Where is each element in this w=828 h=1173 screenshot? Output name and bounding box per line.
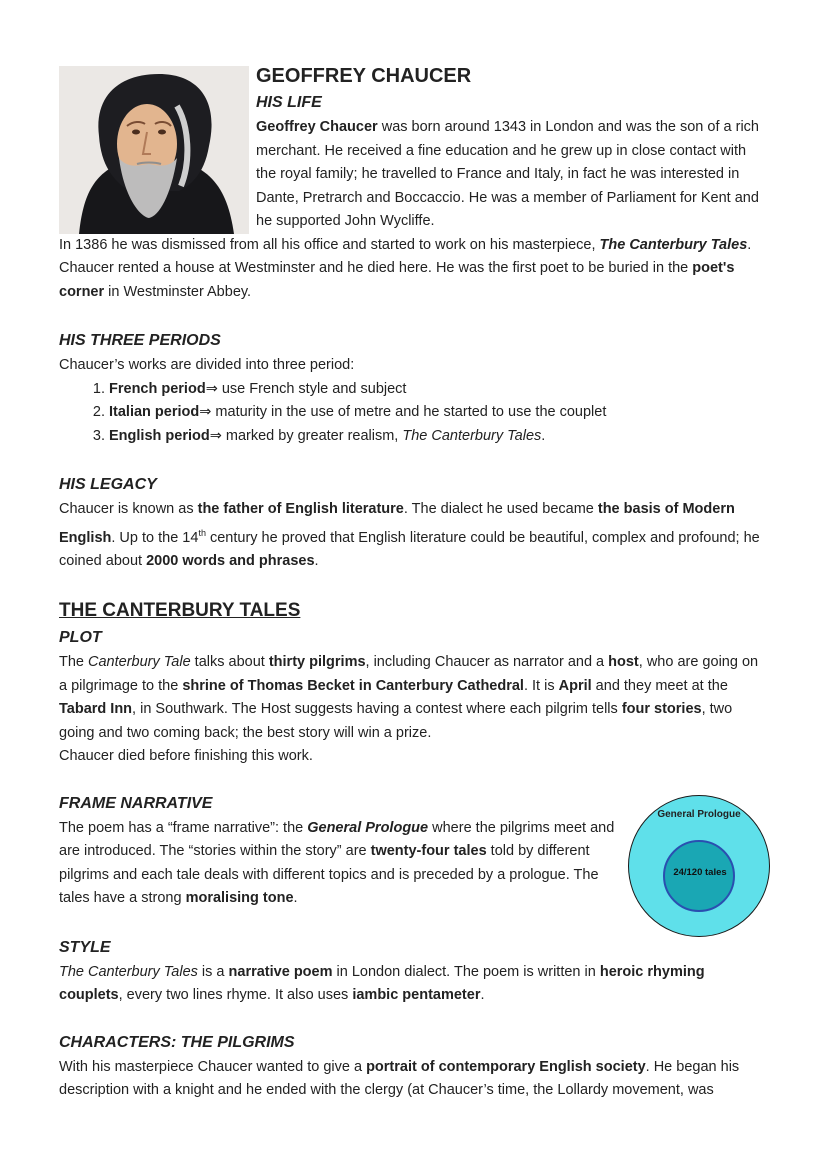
style-heading: STYLE — [59, 938, 111, 956]
legacy-paragraph: Chaucer is known as the father of English literature. The dialect he used became the basis of Modern English. Up to the 14th century he proved that English literature could be beautiful, complex and profound; he coined about 2000 words and phrases. — [59, 501, 760, 569]
period-item: 3. English period⇒ marked by greater realism, The Canterbury Tales. — [109, 425, 769, 449]
his-life-paragraph-1: Geoffrey Chaucer was born around 1343 in London and was the son of a rich merchant. He received a fine education and he grew up in close contact with the royal family; he travelled to France and Italy, in fact he was interested in Dante, Pretrarch and Boccaccio. He was a member of Parliament for Kent and he supported John Wycliffe. — [256, 119, 759, 229]
his-life-heading: HIS LIFE — [256, 94, 322, 111]
intro-block — [256, 62, 769, 234]
frame-narrative-diagram — [628, 795, 770, 937]
periods-heading: HIS THREE PERIODS — [59, 332, 221, 349]
style-paragraph: The Canterbury Tales is a narrative poem in London dialect. The poem is written in heroic rhyming couplets, every two lines rhyme. It also uses iambic pentameter. — [59, 963, 705, 1004]
periods-list — [59, 378, 769, 449]
tales-label: 24/120 tales — [673, 866, 727, 878]
periods-intro: Chaucer’s works are divided into three period: — [59, 357, 355, 373]
plot-paragraph: The Canterbury Tale talks about thirty pilgrims, including Chaucer as narrator and a host, who are going on a pilgrimage to the shrine of Thomas Becket in Canterbury Cathedral. It is April and they meet at the Tabard Inn, in Southwark. The Host suggests having a contest where each pilgrim tells four stories, two going and two coming back; the best story will win a prize. — [59, 654, 759, 741]
frame-heading: FRAME NARRATIVE — [59, 794, 213, 812]
document-page — [59, 62, 769, 1103]
period-item: 1. French period⇒ use French style and subject — [109, 378, 769, 402]
chaucer-portrait — [59, 66, 249, 234]
frame-section — [59, 791, 769, 911]
plot-end: Chaucer died before finishing this work. — [59, 748, 313, 765]
canterbury-heading: THE CANTERBURY TALES — [59, 600, 301, 622]
characters-heading: CHARACTERS: THE PILGRIMS — [59, 1033, 295, 1051]
period-item: 2. Italian period⇒ maturity in the use of metre and he started to use the couplet — [109, 401, 769, 425]
page-title: GEOFFREY CHAUCER — [256, 65, 472, 87]
general-prologue-label: General Prologue — [657, 808, 741, 820]
frame-paragraph: The poem has a “frame narrative”: the General Prologue where the pilgrims meet and are introduced. The “stories within the story” are twenty-four tales told by different pilgrims and each tale deals with different topics and is preceded by a prologue. The tales have a strong moralising tone. — [59, 819, 615, 907]
legacy-heading: HIS LEGACY — [59, 476, 157, 493]
characters-paragraph: With his masterpiece Chaucer wanted to give a portrait of contemporary English society. He began his description with a knight and he ended with the clergy (at Chaucer’s time, the Lollardy movement, was — [59, 1058, 740, 1099]
his-life-paragraph-2: In 1386 he was dismissed from all his office and started to work on his masterpiece, The Canterbury Tales. Chaucer rented a house at Westminster and he died here. He was the first poet to be buried in the poet's corner in Westminster Abbey. — [59, 236, 752, 300]
plot-heading: PLOT — [59, 629, 102, 647]
